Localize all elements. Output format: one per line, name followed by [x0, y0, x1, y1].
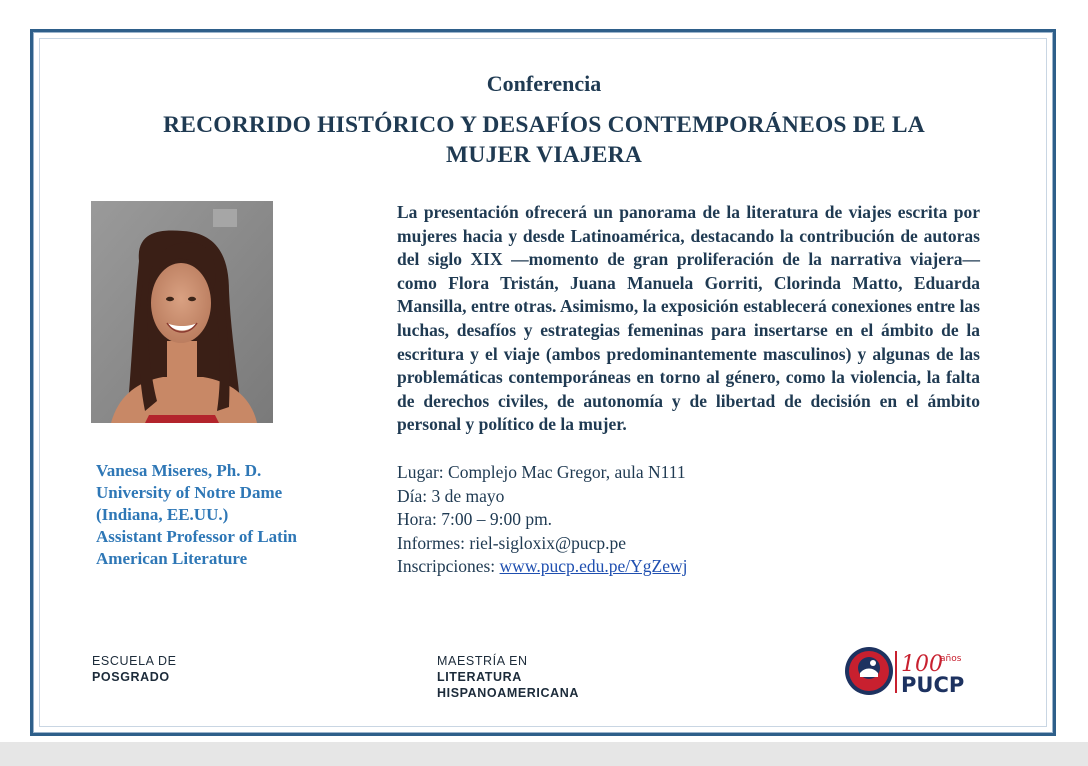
pucp-seal-icon	[843, 643, 993, 699]
event-title-line-1: RECORRIDO HISTÓRICO Y DESAFÍOS CONTEMPORÁNEOS DE LA	[163, 112, 925, 138]
speaker-portrait-image	[91, 201, 273, 423]
speaker-role-line-1: Assistant Professor of Latin	[96, 527, 298, 546]
talk-abstract: La presentación ofrecerá un panorama de la literatura de viajes escrita por mujeres hacia y desde Latinoamérica, destacando la contribución de autoras del siglo XIX —momento de gran proliferación de la narrativa viajera— como Flora Tristán, Juana Manuela Gorriti, Clorinda Matto, Eduarda Mansilla, entre otras. Asimismo, la exposición establecerá conexiones entre las luchas, desafíos y estrategias femeninas para insertarse en el ámbito de la escritura y el viaje (ambos predominantemente masculinos) y algunas de las problemáticas contemporáneas en torno al género, como la violencia, la falta de derechos civiles, de autonomía y de libertad de decisión en el ámbito personal y político de la mujer.	[397, 202, 980, 435]
maestria-line-2: LITERATURA	[437, 670, 522, 684]
event-contact: Informes: riel-sigloxix@pucp.pe	[397, 532, 626, 553]
event-time: Hora: 7:00 – 9:00 pm.	[397, 509, 553, 530]
event-title	[100, 110, 988, 170]
pucp-name: PUCP	[901, 673, 965, 697]
event-details	[397, 461, 980, 579]
event-place: Lugar: Complejo Mac Gregor, aula N111	[397, 462, 686, 482]
speaker-role-line-2: American Literature	[96, 549, 248, 568]
registration-label: Inscripciones:	[397, 556, 500, 577]
escuela-line-2: POSGRADO	[92, 670, 170, 684]
maestria-line-3: HISPANOAMERICANA	[437, 686, 580, 700]
speaker-affiliation-line-1: University of Notre Dame	[96, 483, 283, 502]
escuela-line-1: ESCUELA DE	[92, 654, 177, 668]
event-type: Conferencia	[486, 71, 602, 96]
pucp-anniv-number: 100	[901, 652, 943, 677]
page-bottom-strip	[0, 742, 1088, 766]
maestria-line-1: MAESTRÍA EN	[437, 654, 528, 668]
speaker-photo	[91, 201, 273, 423]
event-title-line-2: MUJER VIAJERA	[445, 142, 643, 168]
maestria-logo	[437, 653, 579, 701]
pucp-anniv-word: años	[940, 654, 962, 664]
registration-link[interactable]: www.pucp.edu.pe/YgZewj	[499, 556, 688, 577]
pucp-100-logo	[843, 643, 993, 699]
speaker-info	[96, 460, 346, 570]
speaker-name: Vanesa Miseres, Ph. D.	[96, 461, 262, 480]
event-registration	[397, 555, 980, 579]
speaker-affiliation-line-2: (Indiana, EE.UU.)	[96, 505, 229, 524]
escuela-posgrado-logo	[92, 653, 177, 685]
event-day: Día: 3 de mayo	[397, 485, 505, 506]
